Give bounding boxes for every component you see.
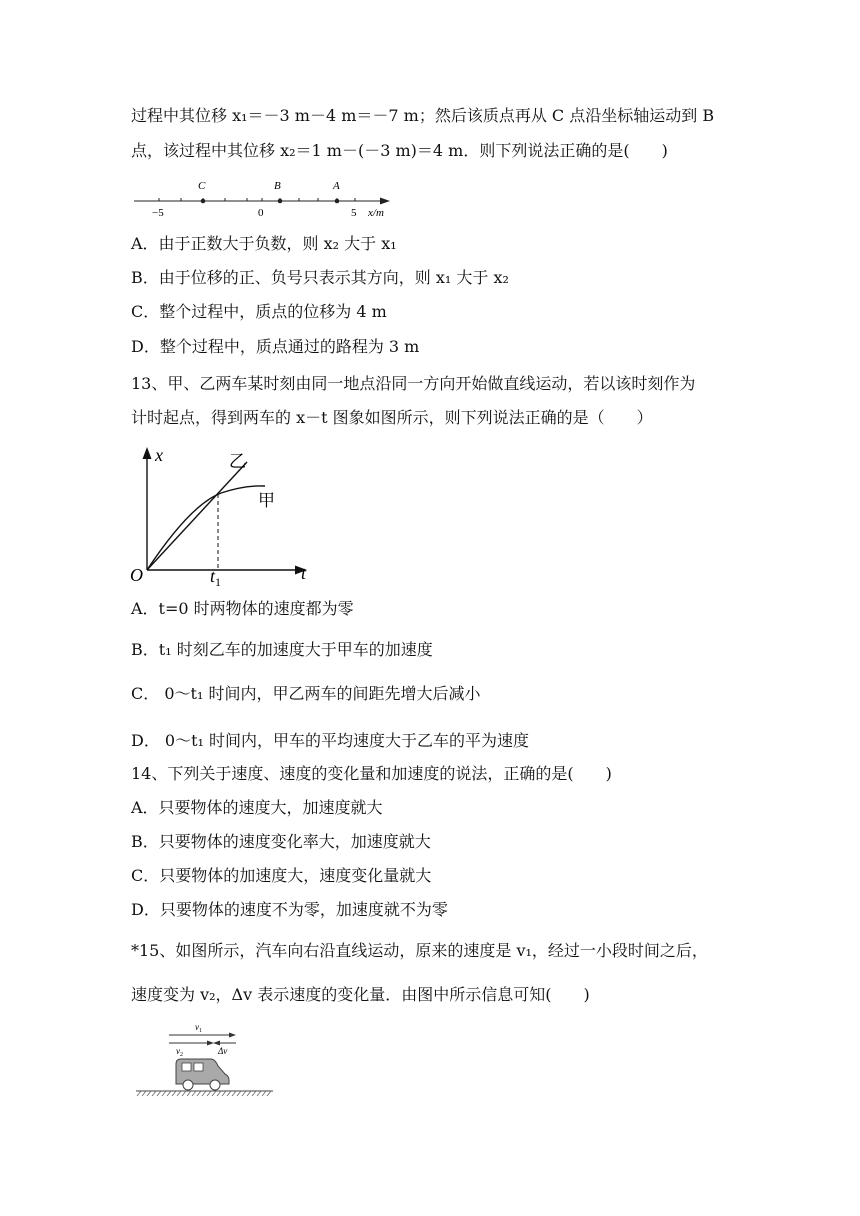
- label-yi: 乙: [229, 452, 246, 472]
- v1-label: $v_1$: [195, 1022, 202, 1034]
- option-d: D． 0～t₁ 时间内，甲车的平均速度大于乙车的平为速度: [131, 731, 530, 750]
- y-axis-label: x: [155, 445, 163, 465]
- y-axis-arrow: [143, 447, 152, 459]
- option-b: B．t₁ 时刻乙车的加速度大于甲车的加速度: [131, 640, 433, 659]
- number-axis-figure: [128, 172, 398, 222]
- curve-jia: [147, 486, 265, 570]
- x-axis-label: t: [301, 563, 307, 583]
- option-a: A．由于正数大于负数，则 x₂ 大于 x₁: [131, 234, 397, 253]
- xt-graph-figure: [125, 445, 325, 590]
- origin-label: O: [130, 565, 143, 585]
- option-d: D．只要物体的速度不为零，加速度就不为零: [131, 900, 448, 919]
- label-b: B: [274, 180, 281, 192]
- option-c: C． 0～t₁ 时间内，甲乙两车的间距先增大后减小: [131, 684, 481, 703]
- option-b: B．由于位移的正、负号只表示其方向，则 x₁ 大于 x₂: [131, 268, 509, 287]
- point-c: [201, 199, 206, 204]
- axis-unit: x/m: [368, 207, 384, 219]
- option-a: A．只要物体的速度大，加速度就大: [131, 798, 383, 817]
- line-yi: [147, 462, 247, 570]
- car-velocity-figure: [133, 1020, 278, 1098]
- car-window: [182, 1063, 191, 1071]
- tick-label: 5: [351, 207, 357, 219]
- ground-hatching: [137, 1091, 271, 1096]
- axis-arrow: [380, 198, 390, 205]
- car-wheel: [210, 1080, 220, 1090]
- question-14: 14、下列关于速度、速度的变化量和加速度的说法，正确的是( ): [131, 764, 612, 783]
- tick-label: −5: [152, 207, 164, 219]
- option-c: C．整个过程中，质点的位移为 4 m: [131, 302, 387, 321]
- option-a: A．t=0 时两物体的速度都为零: [131, 599, 354, 618]
- t1-label: $t_1$: [210, 566, 222, 589]
- label-c: C: [198, 180, 206, 192]
- text-line: 点，该过程中其位移 x₂＝1 m－(－3 m)＝4 m．则下列说法正确的是( ): [131, 141, 668, 160]
- question-13: 13、甲、乙两车某时刻由同一地点沿同一方向开始做直线运动，若以该时刻作为: [131, 374, 696, 393]
- delta-v-label: Δv: [218, 1046, 228, 1056]
- option-c: C．只要物体的加速度大，速度变化量就大: [131, 866, 432, 885]
- text-line: 过程中其位移 x₁＝－3 m－4 m＝－7 m；然后该质点再从 C 点沿坐标轴运动到 B: [131, 106, 715, 125]
- v2-label: $v_2$: [176, 1046, 183, 1058]
- point-b: [278, 199, 283, 204]
- tick-label: 0: [258, 207, 264, 219]
- question-15: *15、如图所示，汽车向右沿直线运动，原来的速度是 v₁，经过一小段时间之后，: [131, 941, 708, 960]
- car-window: [194, 1063, 203, 1071]
- option-b: B．只要物体的速度变化率大，加速度就大: [131, 832, 431, 851]
- option-d: D．整个过程中，质点通过的路程为 3 m: [131, 337, 420, 356]
- car-wheel: [183, 1080, 193, 1090]
- point-a: [335, 199, 340, 204]
- text-line: 计时起点，得到两车的 x－t 图象如图所示，则下列说法正确的是（ ）: [131, 408, 653, 427]
- text-line: 速度变为 v₂，Δv 表示速度的变化量．由图中所示信息可知( ): [131, 985, 590, 1004]
- label-a: A: [333, 180, 340, 192]
- label-jia: 甲: [258, 491, 275, 511]
